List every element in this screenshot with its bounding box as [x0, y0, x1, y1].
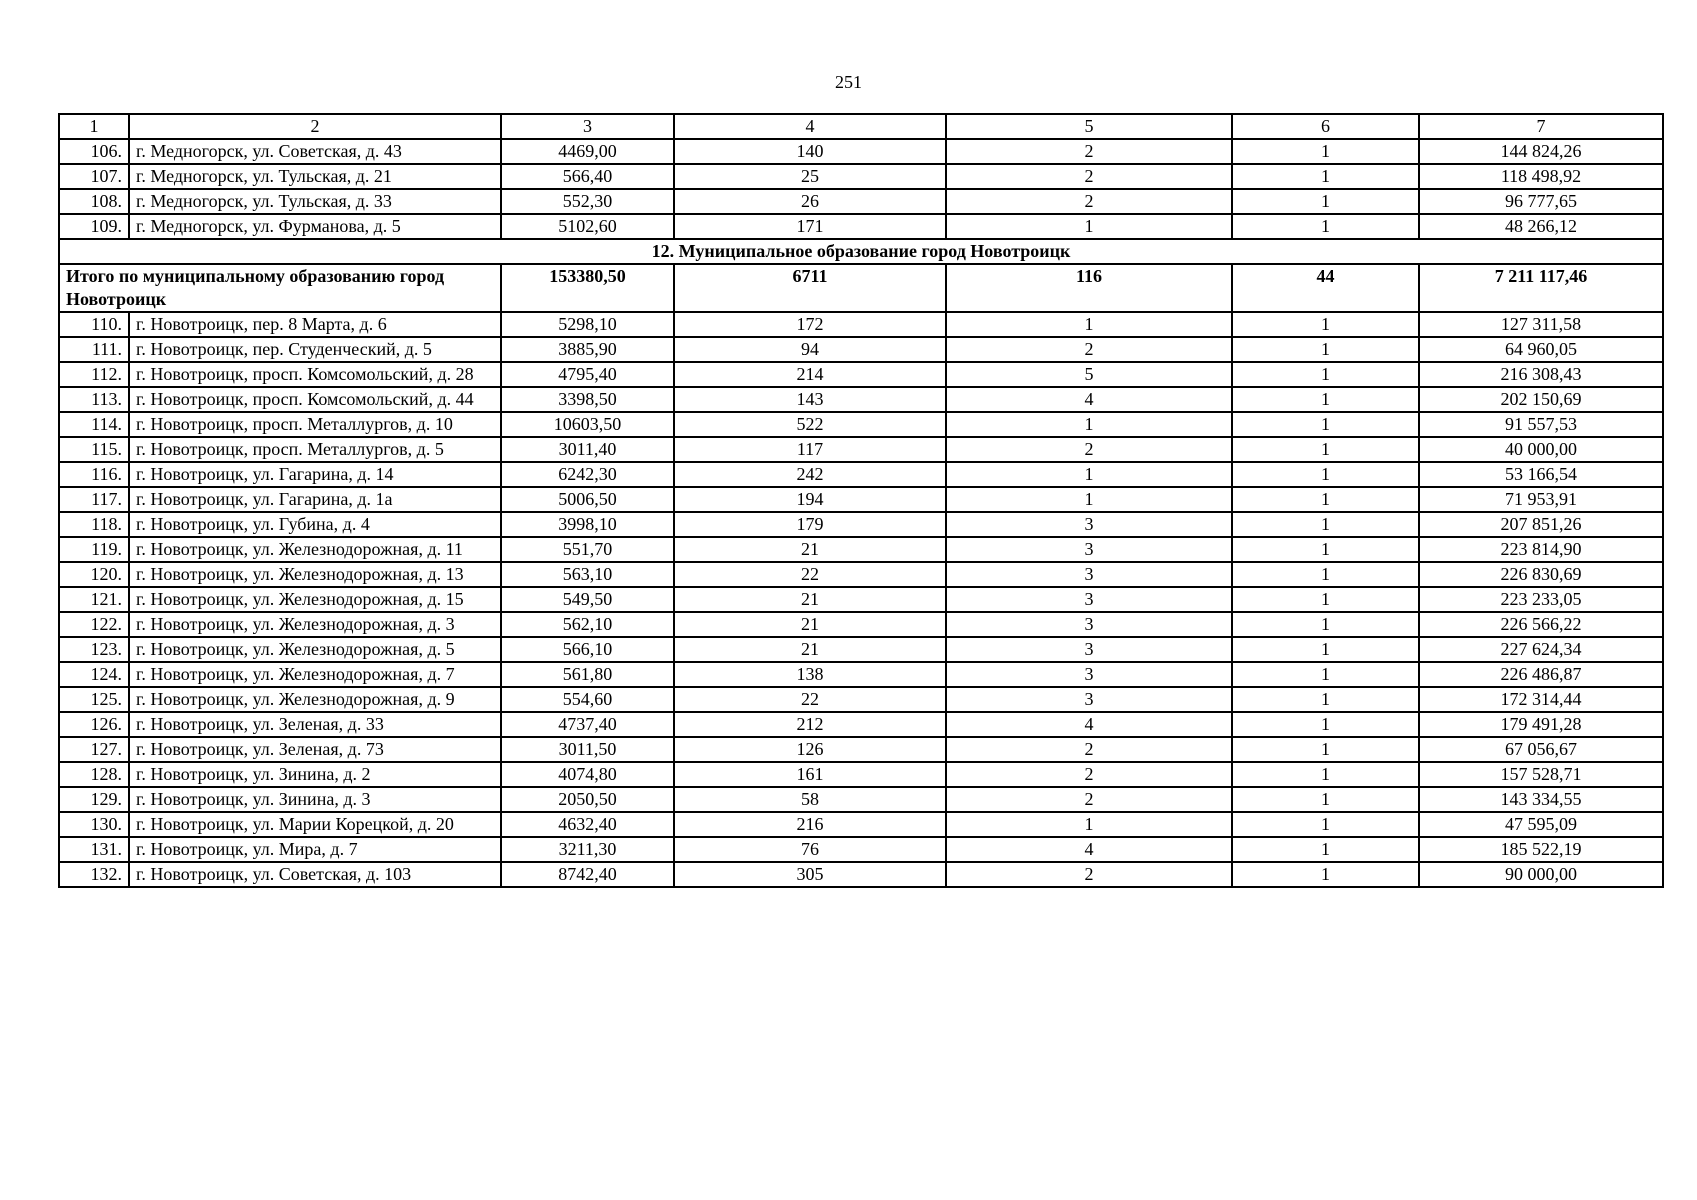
table-row [59, 312, 1663, 337]
amount-cell: 67 056,67 [1419, 737, 1663, 762]
total-value: 116 [946, 264, 1232, 312]
area-cell: 4632,40 [501, 812, 674, 837]
count-cell: 1 [1232, 362, 1419, 387]
address-cell: г. Новотроицк, ул. Железнодорожная, д. 15 [129, 587, 501, 612]
count-cell: 1 [1232, 562, 1419, 587]
area-cell: 4074,80 [501, 762, 674, 787]
amount-cell: 185 522,19 [1419, 837, 1663, 862]
count-cell: 1 [1232, 437, 1419, 462]
row-number-cell: 121. [59, 587, 129, 612]
row-number-cell: 116. [59, 462, 129, 487]
amount-cell: 226 486,87 [1419, 662, 1663, 687]
amount-cell: 223 233,05 [1419, 587, 1663, 612]
address-cell: г. Новотроицк, ул. Гагарина, д. 14 [129, 462, 501, 487]
total-label: Итого по муниципальному образованию город Новотроицк [59, 264, 501, 312]
amount-cell: 143 334,55 [1419, 787, 1663, 812]
column-number: 7 [1419, 114, 1663, 139]
count-cell: 2 [946, 437, 1232, 462]
amount-cell: 144 824,26 [1419, 139, 1663, 164]
address-cell: г. Новотроицк, просп. Металлургов, д. 10 [129, 412, 501, 437]
table-row [59, 687, 1663, 712]
table-row [59, 812, 1663, 837]
table-body [59, 114, 1663, 887]
area-cell: 562,10 [501, 612, 674, 637]
area-cell: 566,10 [501, 637, 674, 662]
column-number: 3 [501, 114, 674, 139]
section-row [59, 239, 1663, 264]
row-number-cell: 122. [59, 612, 129, 637]
residents-cell: 22 [674, 562, 946, 587]
row-number-cell: 112. [59, 362, 129, 387]
residents-cell: 522 [674, 412, 946, 437]
row-number-cell: 110. [59, 312, 129, 337]
table-row [59, 362, 1663, 387]
area-cell: 551,70 [501, 537, 674, 562]
count-cell: 1 [946, 214, 1232, 239]
address-cell: г. Медногорск, ул. Фурманова, д. 5 [129, 214, 501, 239]
table-row [59, 737, 1663, 762]
count-cell: 4 [946, 712, 1232, 737]
count-cell: 1 [1232, 312, 1419, 337]
table-row [59, 762, 1663, 787]
row-number-cell: 132. [59, 862, 129, 887]
address-cell: г. Новотроицк, ул. Железнодорожная, д. 5 [129, 637, 501, 662]
area-cell: 549,50 [501, 587, 674, 612]
row-number-cell: 106. [59, 139, 129, 164]
area-cell: 5102,60 [501, 214, 674, 239]
count-cell: 2 [946, 189, 1232, 214]
table-row [59, 837, 1663, 862]
table-row [59, 214, 1663, 239]
amount-cell: 48 266,12 [1419, 214, 1663, 239]
total-value: 7 211 117,46 [1419, 264, 1663, 312]
table-row [59, 412, 1663, 437]
count-cell: 1 [946, 412, 1232, 437]
area-cell: 6242,30 [501, 462, 674, 487]
count-cell: 3 [946, 562, 1232, 587]
section-title: 12. Муниципальное образование город Новотроицк [59, 239, 1663, 264]
amount-cell: 40 000,00 [1419, 437, 1663, 462]
page-number: 251 [835, 72, 862, 92]
row-number-cell: 125. [59, 687, 129, 712]
residents-cell: 21 [674, 612, 946, 637]
table-row [59, 189, 1663, 214]
count-cell: 1 [1232, 139, 1419, 164]
count-cell: 1 [1232, 762, 1419, 787]
count-cell: 3 [946, 662, 1232, 687]
area-cell: 4469,00 [501, 139, 674, 164]
table-row [59, 712, 1663, 737]
table-row [59, 637, 1663, 662]
table-row [59, 662, 1663, 687]
row-number-cell: 123. [59, 637, 129, 662]
residents-cell: 117 [674, 437, 946, 462]
residents-cell: 21 [674, 587, 946, 612]
row-number-cell: 130. [59, 812, 129, 837]
count-cell: 1 [1232, 189, 1419, 214]
count-cell: 1 [1232, 737, 1419, 762]
area-cell: 10603,50 [501, 412, 674, 437]
table-row [59, 139, 1663, 164]
count-cell: 1 [1232, 712, 1419, 737]
address-cell: г. Новотроицк, пер. 8 Марта, д. 6 [129, 312, 501, 337]
residents-cell: 140 [674, 139, 946, 164]
column-number-row [59, 114, 1663, 139]
area-cell: 8742,40 [501, 862, 674, 887]
amount-cell: 207 851,26 [1419, 512, 1663, 537]
count-cell: 3 [946, 687, 1232, 712]
amount-cell: 216 308,43 [1419, 362, 1663, 387]
count-cell: 1 [946, 487, 1232, 512]
count-cell: 1 [1232, 487, 1419, 512]
row-number-cell: 127. [59, 737, 129, 762]
residents-cell: 212 [674, 712, 946, 737]
count-cell: 4 [946, 387, 1232, 412]
table-row [59, 587, 1663, 612]
address-cell: г. Новотроицк, ул. Железнодорожная, д. 7 [129, 662, 501, 687]
address-cell: г. Новотроицк, ул. Зинина, д. 3 [129, 787, 501, 812]
address-cell: г. Новотроицк, ул. Губина, д. 4 [129, 512, 501, 537]
row-number-cell: 118. [59, 512, 129, 537]
address-cell: г. Новотроицк, ул. Марии Корецкой, д. 20 [129, 812, 501, 837]
amount-cell: 226 566,22 [1419, 612, 1663, 637]
amount-cell: 90 000,00 [1419, 862, 1663, 887]
table-row [59, 387, 1663, 412]
table-row [59, 562, 1663, 587]
row-number-cell: 131. [59, 837, 129, 862]
amount-cell: 223 814,90 [1419, 537, 1663, 562]
count-cell: 1 [1232, 412, 1419, 437]
table-row [59, 862, 1663, 887]
count-cell: 1 [1232, 812, 1419, 837]
residents-cell: 21 [674, 637, 946, 662]
residents-cell: 214 [674, 362, 946, 387]
count-cell: 3 [946, 637, 1232, 662]
area-cell: 554,60 [501, 687, 674, 712]
area-cell: 2050,50 [501, 787, 674, 812]
area-cell: 3998,10 [501, 512, 674, 537]
count-cell: 1 [1232, 787, 1419, 812]
area-cell: 3011,50 [501, 737, 674, 762]
count-cell: 1 [1232, 612, 1419, 637]
table-row [59, 487, 1663, 512]
address-cell: г. Новотроицк, ул. Железнодорожная, д. 11 [129, 537, 501, 562]
count-cell: 1 [1232, 862, 1419, 887]
count-cell: 1 [1232, 337, 1419, 362]
residents-cell: 126 [674, 737, 946, 762]
count-cell: 1 [1232, 837, 1419, 862]
amount-cell: 64 960,05 [1419, 337, 1663, 362]
area-cell: 563,10 [501, 562, 674, 587]
residents-cell: 194 [674, 487, 946, 512]
amount-cell: 172 314,44 [1419, 687, 1663, 712]
count-cell: 3 [946, 587, 1232, 612]
address-cell: г. Новотроицк, ул. Гагарина, д. 1а [129, 487, 501, 512]
row-number-cell: 128. [59, 762, 129, 787]
address-cell: г. Новотроицк, ул. Железнодорожная, д. 13 [129, 562, 501, 587]
area-cell: 552,30 [501, 189, 674, 214]
residents-cell: 161 [674, 762, 946, 787]
area-cell: 566,40 [501, 164, 674, 189]
row-number-cell: 129. [59, 787, 129, 812]
residents-cell: 179 [674, 512, 946, 537]
area-cell: 3398,50 [501, 387, 674, 412]
total-value: 153380,50 [501, 264, 674, 312]
count-cell: 2 [946, 762, 1232, 787]
address-cell: г. Медногорск, ул. Тульская, д. 33 [129, 189, 501, 214]
area-cell: 561,80 [501, 662, 674, 687]
amount-cell: 53 166,54 [1419, 462, 1663, 487]
residents-cell: 26 [674, 189, 946, 214]
count-cell: 2 [946, 787, 1232, 812]
area-cell: 3211,30 [501, 837, 674, 862]
amount-cell: 179 491,28 [1419, 712, 1663, 737]
address-cell: г. Медногорск, ул. Советская, д. 43 [129, 139, 501, 164]
row-number-cell: 120. [59, 562, 129, 587]
amount-cell: 227 624,34 [1419, 637, 1663, 662]
amount-cell: 47 595,09 [1419, 812, 1663, 837]
count-cell: 1 [1232, 687, 1419, 712]
column-number: 2 [129, 114, 501, 139]
count-cell: 3 [946, 512, 1232, 537]
table-row [59, 787, 1663, 812]
count-cell: 1 [1232, 537, 1419, 562]
total-value: 6711 [674, 264, 946, 312]
residents-cell: 25 [674, 164, 946, 189]
count-cell: 1 [946, 312, 1232, 337]
area-cell: 5006,50 [501, 487, 674, 512]
address-cell: г. Новотроицк, просп. Комсомольский, д. 28 [129, 362, 501, 387]
count-cell: 2 [946, 139, 1232, 164]
count-cell: 1 [946, 812, 1232, 837]
row-number-cell: 109. [59, 214, 129, 239]
address-cell: г. Новотроицк, ул. Зеленая, д. 73 [129, 737, 501, 762]
row-number-cell: 117. [59, 487, 129, 512]
address-cell: г. Новотроицк, ул. Зеленая, д. 33 [129, 712, 501, 737]
address-cell: г. Новотроицк, ул. Мира, д. 7 [129, 837, 501, 862]
area-cell: 3011,40 [501, 437, 674, 462]
column-number: 4 [674, 114, 946, 139]
residents-cell: 143 [674, 387, 946, 412]
amount-cell: 127 311,58 [1419, 312, 1663, 337]
row-number-cell: 119. [59, 537, 129, 562]
amount-cell: 71 953,91 [1419, 487, 1663, 512]
amount-cell: 157 528,71 [1419, 762, 1663, 787]
row-number-cell: 115. [59, 437, 129, 462]
row-number-cell: 108. [59, 189, 129, 214]
residents-cell: 22 [674, 687, 946, 712]
row-number-cell: 113. [59, 387, 129, 412]
count-cell: 5 [946, 362, 1232, 387]
residents-cell: 58 [674, 787, 946, 812]
table-row [59, 437, 1663, 462]
amount-cell: 118 498,92 [1419, 164, 1663, 189]
row-number-cell: 114. [59, 412, 129, 437]
residents-cell: 138 [674, 662, 946, 687]
table-row [59, 462, 1663, 487]
address-cell: г. Новотроицк, ул. Зинина, д. 2 [129, 762, 501, 787]
address-cell: г. Новотроицк, просп. Металлургов, д. 5 [129, 437, 501, 462]
count-cell: 3 [946, 612, 1232, 637]
count-cell: 1 [1232, 662, 1419, 687]
count-cell: 2 [946, 737, 1232, 762]
count-cell: 4 [946, 837, 1232, 862]
area-cell: 4737,40 [501, 712, 674, 737]
table-row [59, 512, 1663, 537]
count-cell: 1 [1232, 587, 1419, 612]
count-cell: 1 [1232, 512, 1419, 537]
count-cell: 1 [1232, 164, 1419, 189]
address-cell: г. Новотроицк, ул. Советская, д. 103 [129, 862, 501, 887]
area-cell: 3885,90 [501, 337, 674, 362]
residents-cell: 76 [674, 837, 946, 862]
table-row [59, 612, 1663, 637]
count-cell: 1 [1232, 214, 1419, 239]
count-cell: 1 [1232, 387, 1419, 412]
area-cell: 5298,10 [501, 312, 674, 337]
residents-cell: 94 [674, 337, 946, 362]
housing-table [58, 113, 1664, 888]
amount-cell: 96 777,65 [1419, 189, 1663, 214]
total-value: 44 [1232, 264, 1419, 312]
residents-cell: 242 [674, 462, 946, 487]
amount-cell: 202 150,69 [1419, 387, 1663, 412]
address-cell: г. Новотроицк, ул. Железнодорожная, д. 3 [129, 612, 501, 637]
address-cell: г. Медногорск, ул. Тульская, д. 21 [129, 164, 501, 189]
residents-cell: 216 [674, 812, 946, 837]
residents-cell: 172 [674, 312, 946, 337]
address-cell: г. Новотроицк, просп. Комсомольский, д. 44 [129, 387, 501, 412]
count-cell: 1 [1232, 462, 1419, 487]
count-cell: 3 [946, 537, 1232, 562]
area-cell: 4795,40 [501, 362, 674, 387]
amount-cell: 226 830,69 [1419, 562, 1663, 587]
count-cell: 1 [1232, 637, 1419, 662]
row-number-cell: 126. [59, 712, 129, 737]
column-number: 6 [1232, 114, 1419, 139]
residents-cell: 305 [674, 862, 946, 887]
row-number-cell: 124. [59, 662, 129, 687]
table-row [59, 537, 1663, 562]
count-cell: 2 [946, 164, 1232, 189]
residents-cell: 21 [674, 537, 946, 562]
count-cell: 1 [946, 462, 1232, 487]
table-row [59, 164, 1663, 189]
address-cell: г. Новотроицк, ул. Железнодорожная, д. 9 [129, 687, 501, 712]
count-cell: 2 [946, 862, 1232, 887]
row-number-cell: 107. [59, 164, 129, 189]
total-row [59, 264, 1663, 312]
table-row [59, 337, 1663, 362]
row-number-cell: 111. [59, 337, 129, 362]
column-number: 5 [946, 114, 1232, 139]
column-number: 1 [59, 114, 129, 139]
residents-cell: 171 [674, 214, 946, 239]
count-cell: 2 [946, 337, 1232, 362]
amount-cell: 91 557,53 [1419, 412, 1663, 437]
address-cell: г. Новотроицк, пер. Студенческий, д. 5 [129, 337, 501, 362]
